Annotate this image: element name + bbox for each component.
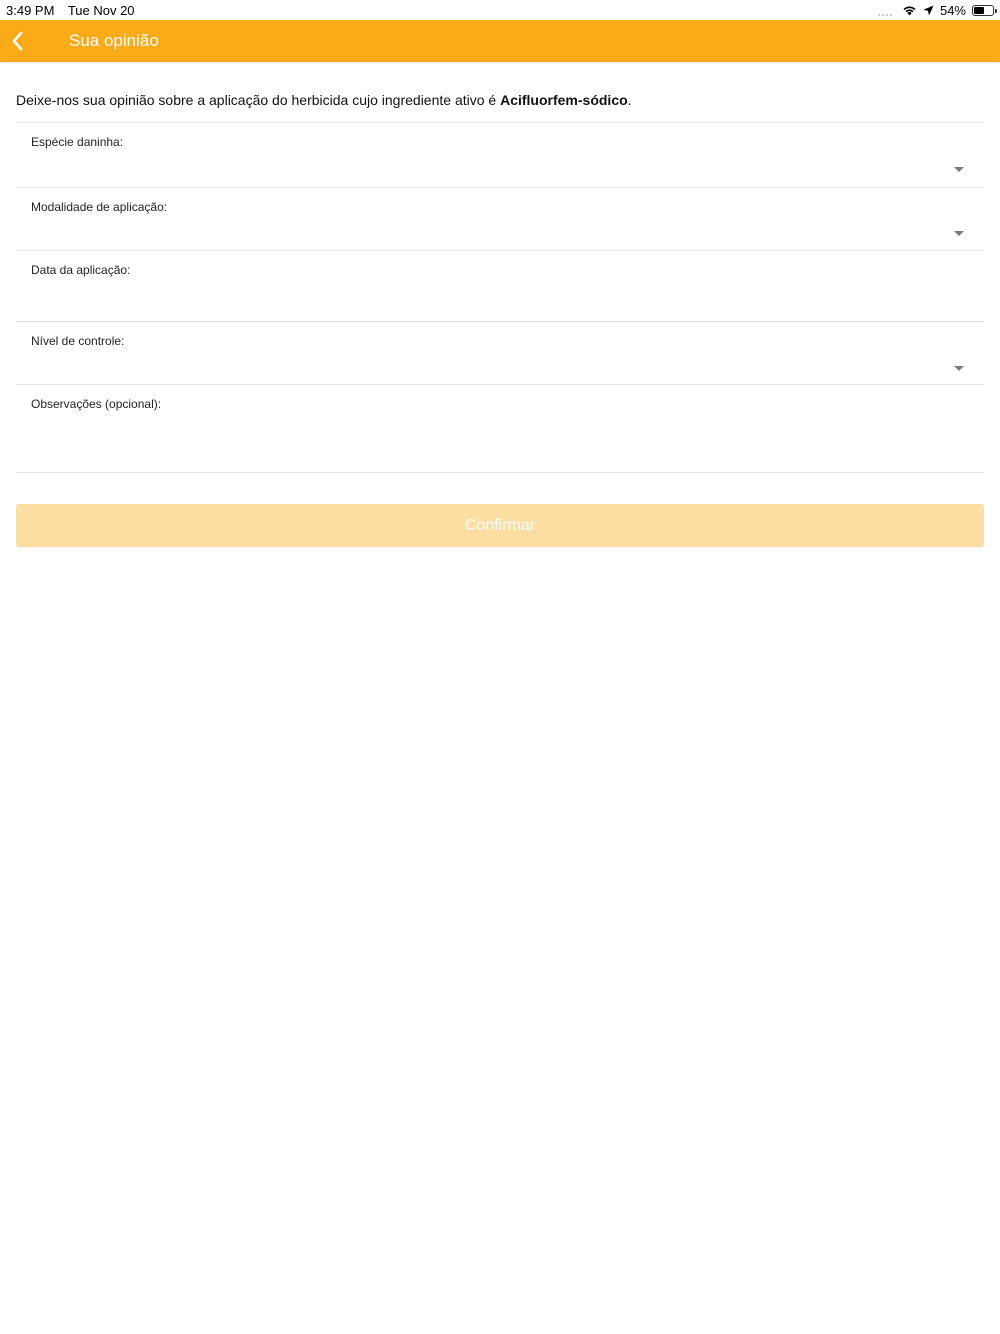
- species-dropdown[interactable]: [31, 157, 976, 183]
- status-right: [878, 2, 994, 18]
- chevron-down-icon: [954, 231, 964, 236]
- back-button[interactable]: [6, 28, 32, 54]
- signal-icon: [878, 4, 892, 16]
- battery-fill: [974, 7, 984, 14]
- battery-icon: [972, 5, 994, 16]
- species-field: [16, 122, 984, 187]
- chevron-down-icon: [954, 167, 964, 172]
- nav-bar: [0, 20, 1000, 62]
- status-left: [6, 3, 145, 18]
- notes-label: Observações (opcional):: [31, 397, 162, 411]
- date-field: [16, 250, 984, 321]
- intro-text: [16, 92, 632, 108]
- wifi-icon: [902, 4, 917, 16]
- date-input[interactable]: [31, 283, 976, 313]
- form-divider: [16, 472, 984, 473]
- modality-dropdown[interactable]: [31, 221, 976, 247]
- chevron-down-icon: [954, 366, 964, 371]
- species-label: Espécie daninha:: [31, 135, 124, 149]
- active-ingredient: Acifluorfem-sódico: [500, 92, 628, 108]
- status-time: 3:49 PM: [6, 3, 55, 18]
- location-arrow-icon: [923, 5, 934, 16]
- control-level-dropdown[interactable]: [31, 356, 976, 382]
- notes-textarea[interactable]: [31, 419, 976, 465]
- intro-sentence: Deixe-nos sua opinião sobre a aplicação do herbicida cujo ingrediente ativo é: [16, 92, 501, 108]
- battery-percent: 54%: [939, 2, 966, 18]
- confirm-button[interactable]: [16, 504, 984, 547]
- confirm-label: Confirmar: [464, 516, 536, 534]
- modality-label: Modalidade de aplicação:: [31, 200, 168, 214]
- notes-field: [16, 384, 984, 472]
- control-level-field: [16, 321, 984, 384]
- control-level-label: Nível de controle:: [31, 334, 125, 348]
- chevron-left-icon: [6, 28, 32, 54]
- date-label: Data da aplicação:: [31, 263, 131, 277]
- page-title: Sua opinião: [69, 31, 159, 50]
- battery-nub: [995, 9, 997, 13]
- status-date: Tue Nov 20: [67, 3, 135, 18]
- modality-field: [16, 187, 984, 250]
- intro-suffix: .: [627, 92, 632, 108]
- status-bar: [0, 0, 1000, 20]
